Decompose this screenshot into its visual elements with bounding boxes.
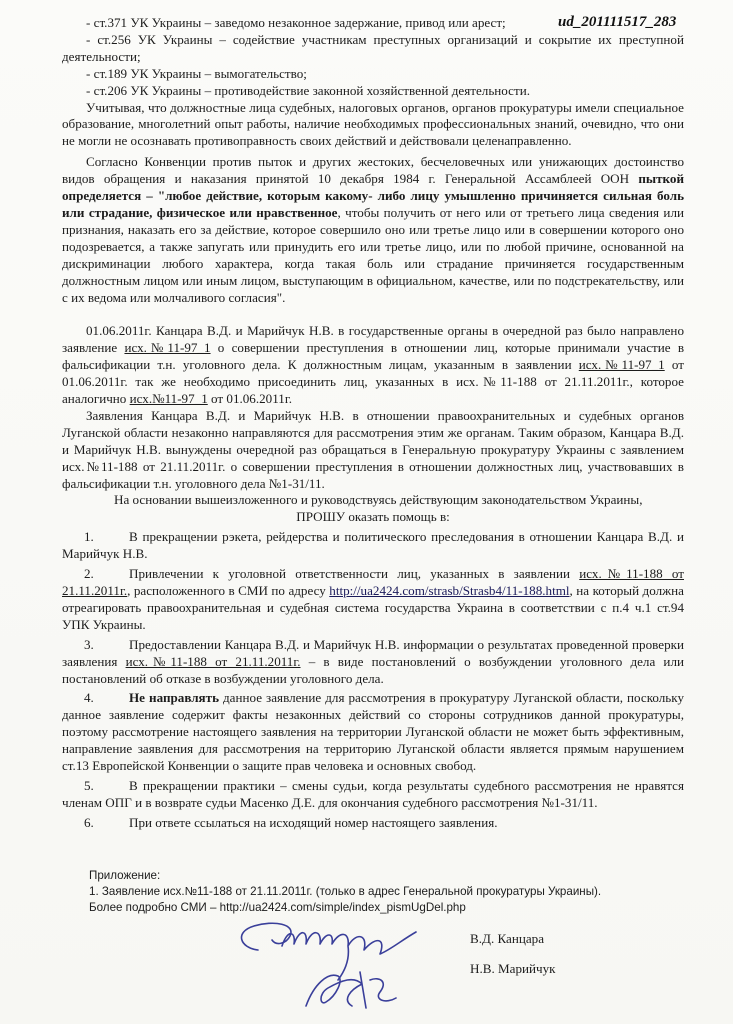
item-text: В прекращении практики – смены судьи, когда результаты судебного рассмотрения не нравятся членам ОПГ и в возврате судьи Масенко Д.Е. для окончания судебного рассмотрения №1-31/11. <box>62 777 684 810</box>
reference-link[interactable]: исх.№11-188 от 21.11.2011г. <box>62 566 684 598</box>
request-item-3 <box>62 637 684 688</box>
paragraph-convention <box>62 154 684 306</box>
signatures-image <box>230 910 430 1015</box>
june-text-a: 01.06.2011г. Канцара В.Д. и Марийчук Н.В. в государственные органы в очередной раз было направлено заявление <box>62 323 684 356</box>
item-text: Предоставлении Канцара В.Д. и Марийчук Н.В. информации о результатах проведенной проверки заявления <box>62 636 684 669</box>
request-item-4 <box>62 690 684 775</box>
item-text: Привлечении к уголовной ответственности лиц, указанных в заявлении <box>129 566 580 582</box>
media-url-link[interactable]: http://ua2424.com/strasb/Strasb4/11-188.html <box>329 583 570 598</box>
signatory-mariychuk: Н.В. Марийчук <box>470 961 556 976</box>
convention-bold-lead: пыткой определяется – <box>62 171 684 204</box>
convention-bold-quote: "любое действие, которым какому- либо лицу умышленно причиняется сильная боль или страдание, физическое или нравственное <box>62 188 684 220</box>
item-number: 2. <box>84 566 94 582</box>
item-text: В прекращении рэкета, рейдерства и политического преследования в отношении Канцара В.Д. и Марийчук Н.В. <box>62 529 684 562</box>
convention-intro: Согласно Конвенции против пыток и других жестоких, бесчеловечных или унижающих достоинство видов обращения и наказания принятой 10 декабря 1984 г. Генеральной Ассамблеей ООН <box>62 154 684 187</box>
reference-link[interactable]: исх.№11-97_1 <box>124 340 211 356</box>
paragraph-lugansk: Заявления Канцара В.Д. и Марийчук Н.В. в отношении правоохранительных и судебных органов Луганской области незаконно направляются для рассмотрения этим же органам. Таким образом, Канцара В.Д. и Марийчук Н.В. вынуждены очередной раз обращаться в Генеральную прокуратуру Украины с заявлением исх.№11-188 от 21.11.2011г. о совершении преступления в отношении должностных лиц, участвовавших в фальсификации т.н. уголовного дела №1-31/11. <box>62 407 684 491</box>
request-item-6 <box>62 815 684 832</box>
item-number: 5. <box>84 777 94 793</box>
signature-mariychuk <box>306 972 396 1008</box>
june-text-c: от 01.06.2011г. так же необходимо присоединить лиц, указанных в исх.№11-188 от 21.11.2011г., которое аналогично <box>62 357 684 407</box>
request-item-1 <box>62 529 684 563</box>
attachment-media-link[interactable]: Более подробно СМИ – http://ua2424.com/simple/index_pismUgDel.php <box>89 901 466 914</box>
item-number: 1. <box>84 529 94 545</box>
article-item: - ст.206 УК Украины – противодействие законной хозяйственной деятельности. <box>86 82 530 98</box>
article-item: - ст.371 УК Украины – заведомо незаконное задержание, привод или арест; <box>86 15 506 30</box>
scan-id-label: ud_201111517_283 <box>558 14 677 30</box>
convention-rest: , чтобы получить от него или от третьего лица сведения или признания, наказать его за действие, которое совершило оно или третье лицо или в совершении которого оно подозревается, а также запугать или принудить его или третье лицо, или по любой причине, основанной на дискриминации любого характера, когда такая боль или страдание причиняется государственным должностным лицом или иным лицом, выступающим в официальном, качестве, или по подстрекательству, или с их ведома или молчаливого согласия". <box>62 204 684 305</box>
signature-kantsara <box>242 923 416 980</box>
item-text: При ответе ссылаться на исходящий номер настоящего заявления. <box>129 814 498 830</box>
item-text: , на который должна отреагировать правоохранительная и судебная система государства Украина в соответствии с п.4 ч.1 ст.94 УПК Украины. <box>62 583 684 632</box>
attachment-block <box>89 868 649 916</box>
june-text-b: о совершении преступления в отношении лиц, которые принимали участие в фальсификации т.н. уголовного дела. К должностным лицам, указанным в заявлении <box>62 340 684 373</box>
paragraph-basis: На основании вышеизложенного и руководствуясь действующим законодательством Украины, <box>114 492 643 508</box>
paragraph-officials: Учитывая, что должностные лица судебных, налоговых органов, органов прокуратуры имели специальное образование, многолетний опыт работы, наличие необходимых профессиональных знаний, очевидно, что они не могли не осознавать противоправность своих действий и действовали целенаправленно. <box>62 99 684 149</box>
item-text: , расположенного в СМИ по адресу <box>127 583 330 598</box>
item-number: 3. <box>84 636 94 652</box>
reference-link[interactable]: исх.№11-97_1 <box>129 391 208 407</box>
reference-link[interactable]: исх.№11-188 от 21.11.2011г. <box>125 653 301 669</box>
signatory-kantsara: В.Д. Канцара <box>470 931 545 946</box>
june-text-d: от 01.06.2011г. <box>207 391 292 407</box>
item-number: 6. <box>84 814 94 830</box>
request-item-5 <box>62 778 684 812</box>
item-number: 4. <box>84 690 94 706</box>
letter-body <box>62 15 684 832</box>
article-item: - ст.189 УК Украины – вымогательство; <box>86 65 307 81</box>
item-bold-text: Не направлять <box>129 690 219 706</box>
paragraph-june <box>62 323 684 408</box>
article-item: - ст.256 УК Украины – содействие участникам преступных организаций и сокрытие их преступной деятельности; <box>62 31 684 64</box>
attachment-line: 1. Заявление исх.№11-188 от 21.11.2011г. (только в адрес Генеральной прокуратуры Украины). <box>89 885 602 898</box>
reference-link[interactable]: исх.№11-97_1 <box>578 357 665 373</box>
attachment-heading: Приложение: <box>89 869 161 882</box>
request-heading: ПРОШУ оказать помощь в: <box>296 509 450 525</box>
request-item-2 <box>62 566 684 634</box>
item-text: данное заявление для рассмотрения в прокуратуру Луганской области, поскольку данное заявление содержит факты незаконных действий со стороны сотрудников данной прокуратуры, поэтому рассмотрение настоящего заявления на территории Луганской области не может быть эффективным, направление заявления для рассмотрения на территорию Луганской области является прямым нарушением ст.13 Европейской Конвенции о защите прав человека и основных свобод. <box>62 690 684 774</box>
item-text: – в виде постановлений о возбуждении уголовного дела или постановлений об отказе в возбуждении уголовного дела. <box>62 653 684 686</box>
